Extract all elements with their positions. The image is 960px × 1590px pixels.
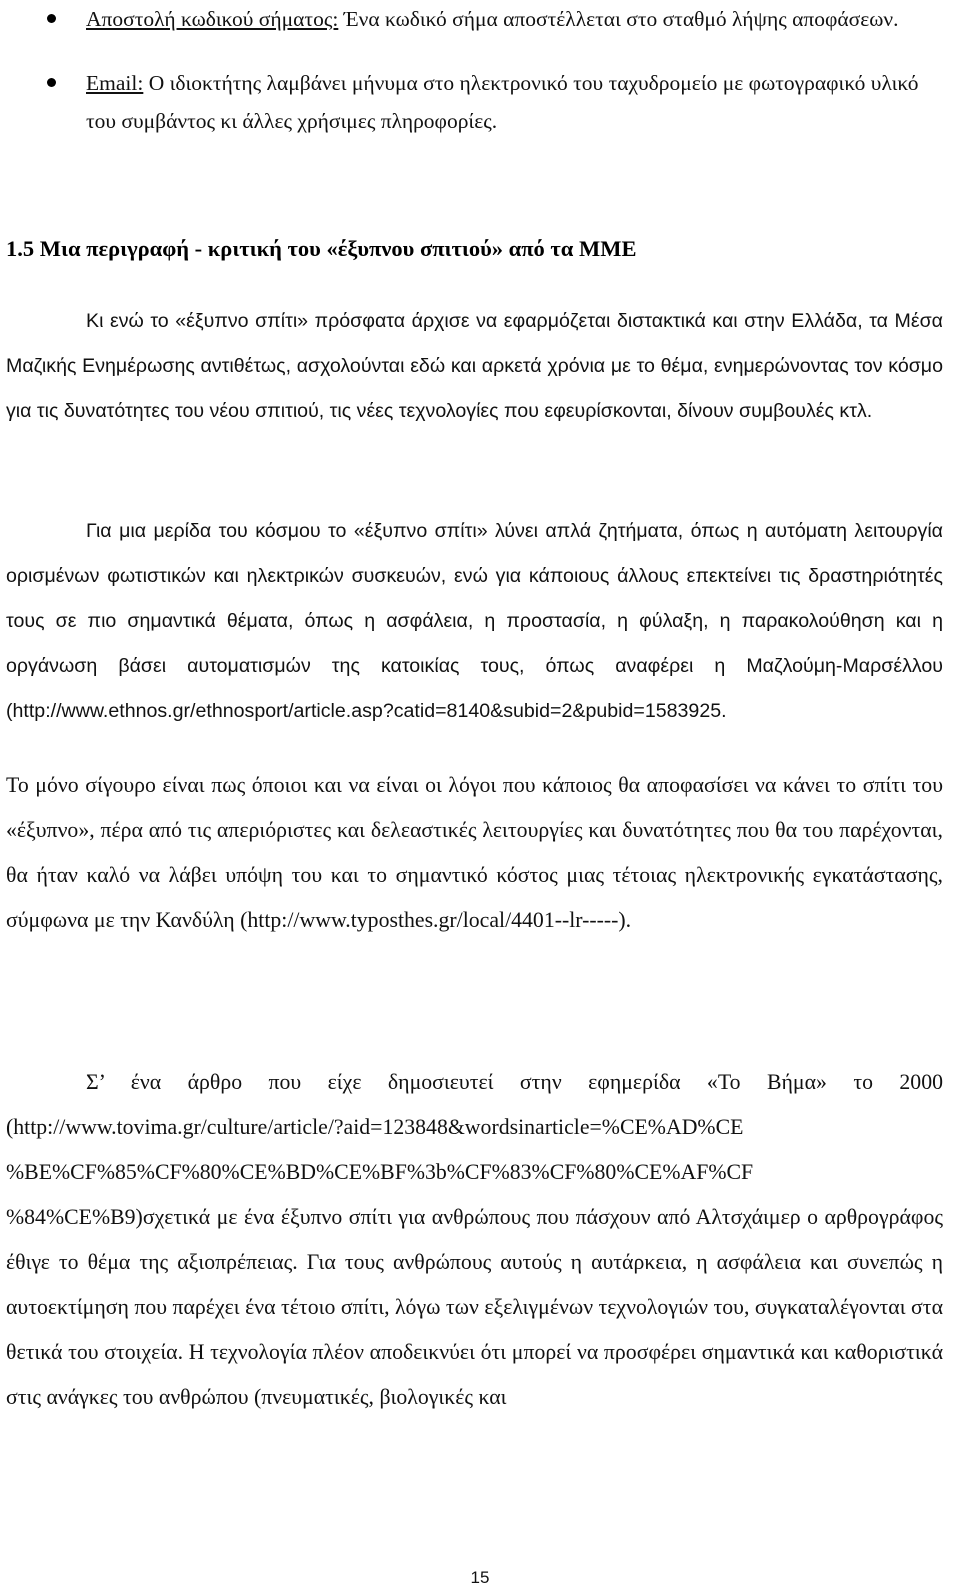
paragraph-intro: Κι ενώ το «έξυπνο σπίτι» πρόσφατα άρχισε να εφαρμόζεται διστακτικά και στην Ελλάδα, τα Μέσα Μαζικής Ενημέρωσης αντιθέτως, ασχολούνται εδώ και αρκετά χρόνια με το θέμα, ενημερώνοντας τον κόσμο για τις δυνατότητες του νέου σπιτιού, τις νέες τεχνολογίες που εφευρίσκονται, δίνουν συμβουλές κτλ. — [6, 310, 943, 422]
bullet-dot-icon — [47, 14, 56, 23]
bullet-list — [20, 0, 950, 140]
bullet-dot-icon — [47, 78, 56, 87]
bullet-item-email — [20, 64, 950, 140]
bullet-item-code-signal — [20, 0, 950, 38]
bullet-term: Email: — [86, 71, 144, 95]
paragraph-cost: Το μόνο σίγουρο είναι πως όποιοι και να είναι οι λόγοι που κάποιος θα αποφασίσει να κάνει το σπίτι του «έξυπνο», πέρα από τις απεριόριστες και δελεαστικές λειτουργίες και δυνατότητες που θα του παρέχονται, θα ήταν καλό να λάβει υπόψη του και το σημαντικό κόστος μιας τέτοιας ηλεκτρονικής εγκατάστασης, σύμφωνα με την Κανδύλη (http://www.typosthes.gr/local/4401--lr-----). — [6, 773, 943, 932]
bullet-text: Ένα κωδικό σήμα αποστέλλεται στο σταθμό λήψης αποφάσεων. — [338, 7, 899, 31]
bullet-term: Αποστολή κωδικού σήματος: — [86, 7, 339, 31]
paragraph-vima-article: Σ’ ένα άρθρο που είχε δημοσιευτεί στην εφημερίδα «Το Βήμα» το 2000 (http://www.tovima.gr/culture/article/?aid=123848&wordsinarticle=%CE%AD%CE %BE%CF%85%CF%80%CE%BD%CE%BF%3b%CF%83%CF%80%CE%AF%CF %84%CE%B9)σχετικά με ένα έξυπνο σπίτι για ανθρώπους που πάσχουν από Αλτσχάιμερ ο αρθρογράφος έθιγε το θέμα της αξιοπρέπειας. Για τους ανθρώπους αυτούς η αυτάρκεια, η ασφάλεια και συνεπώς η αυτοεκτίμηση που παρέχει ένα τέτοιο σπίτι, λόγω των εξελιγμένων τεχνολογιών του, συγκαταλέγονται στα θετικά του στοιχεία. Η τεχνολογία πλέον αποδεικνύει ότι μπορεί να προσφέρει σημαντικά και καθοριστικά στις ανάγκες του ανθρώπου (πνευματικές, βιολογικές και — [6, 1070, 943, 1409]
page-number: 15 — [470, 1568, 490, 1587]
paragraph-smart-home-uses: Για μια μερίδα του κόσμου το «έξυπνο σπίτι» λύνει απλά ζητήματα, όπως η αυτόματη λειτουργία ορισμένων φωτιστικών και ηλεκτρικών συσκευών, ενώ για κάποιους άλλους επεκτείνει τις δραστηριότητές τους σε πιο σημαντικά θέματα, όπως η ασφάλεια, η προστασία, η φύλαξη, η παρακολούθηση και η οργάνωση βάσει αυτοματισμών της κατοικίας τους, όπως αναφέρει η Μαζλούμη-Μαρσέλλου (http://www.ethnos.gr/ethnosport/article.asp?catid=8140&subid=2&pubid=1583925. — [6, 520, 943, 722]
section-heading: 1.5 Μια περιγραφή - κριτική του «έξυπνου σπιτιού» από τα ΜΜΕ — [6, 236, 637, 261]
bullet-text: Ο ιδιοκτήτης λαμβάνει μήνυμα στο ηλεκτρονικό του ταχυδρομείο με φωτογραφικό υλικό του συμβάντος κι άλλες χρήσιμες πληροφορίες. — [86, 71, 919, 133]
